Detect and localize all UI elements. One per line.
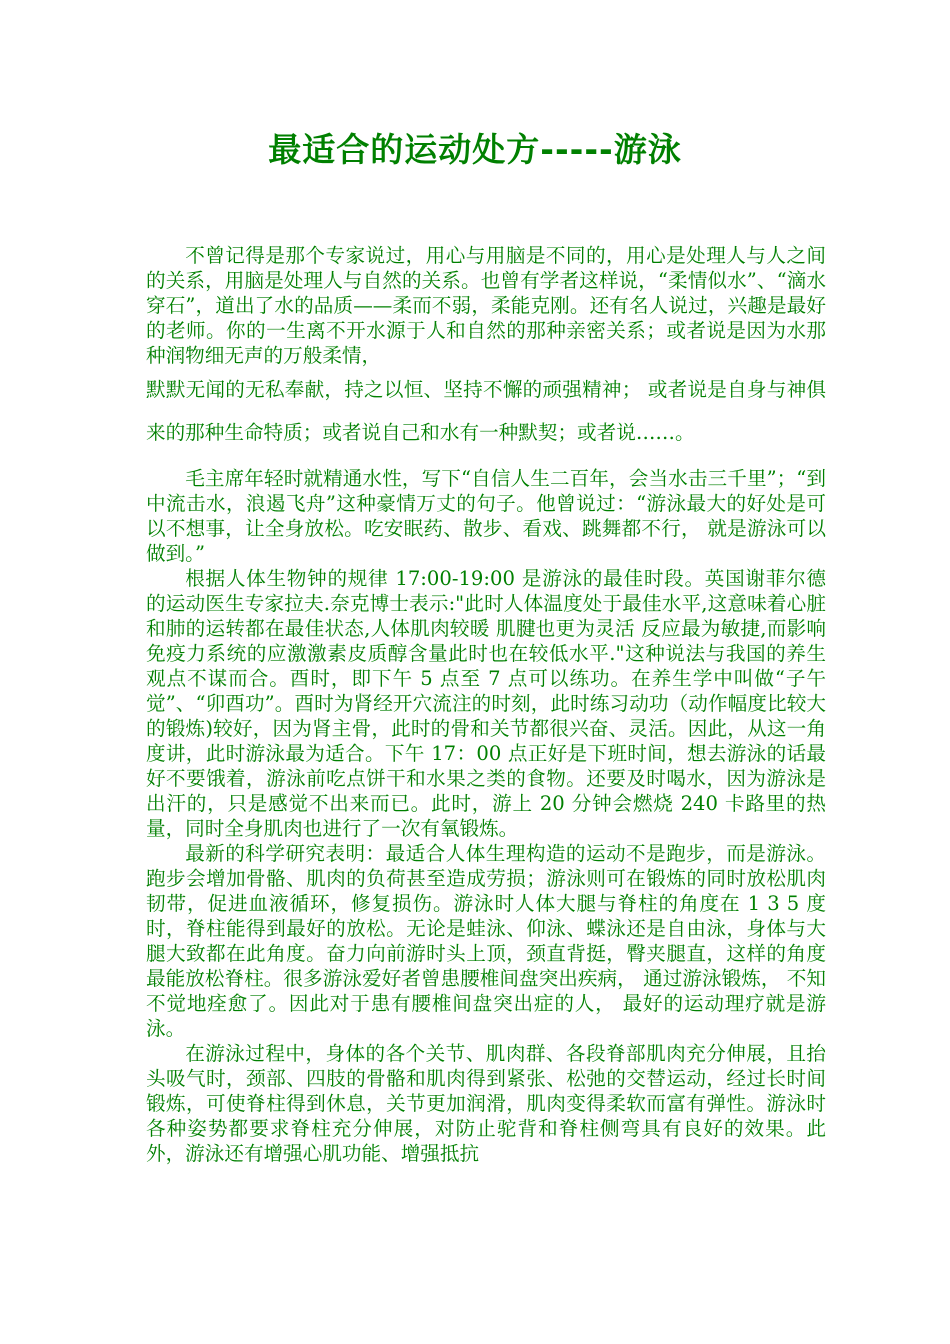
paragraph-1-continued: 默默无闻的无私奉献，持之以恒、坚持不懈的顽强精神； 或者说是自身与神俱来的那种生命特质；或者说自己和水有一种默契；或者说……。 — [146, 378, 826, 444]
paragraph-3: 根据人体生物钟的规律 17:00-19:00 是游泳的最佳时段。英国谢菲尔德的运动医生专家拉夫.奈克博士表示:"此时人体温度处于最佳水平,这意味着心脏和肺的运转都在最佳状态,人体肌肉较暖 肌腱也更为灵活 反应最为敏捷,而影响免疫力系统的应激激素皮质醇含量此时也在较低水平."这种说法与我国的养生观点不谋而合。酉时，即下午 5 点至 7 点可以练功。在养生学中叫做“子午觉”、“卯酉功”。酉时为肾经开穴流注的时刻，此时练习动功（动作幅度比较大的锻炼)较好，因为肾主骨，此时的骨和关节都很兴奋、灵活。因此，从这一角度讲，此时游泳最为适合。下午 17：00 点正好是下班时间，想去游泳的话最好不要饿着，游泳前吃点饼干和水果之类的食物。还要及时喝水，因为游泳是出汗的，只是感觉不出来而已。此时，游上 20 分钟会燃烧 240 卡路里的热量，同时全身肌肉也进行了一次有氧锻炼。 — [146, 567, 826, 840]
paragraph-4: 最新的科学研究表明：最适合人体生理构造的运动不是跑步，而是游泳。跑步会增加骨骼、肌肉的负荷甚至造成劳损；游泳则可在锻炼的同时放松肌肉韧带，促进血液循环，修复损伤。游泳时人体大腿与脊柱的角度在 1 3 5 度时，脊柱能得到最好的放松。无论是蛙泳、仰泳、蝶泳还是自由泳，身体与大腿大致都在此角度。奋力向前游时头上顶，颈直背挺，臀夹腿直，这样的角度最能放松脊柱。很多游泳爱好者曾患腰椎间盘突出疾病， 通过游泳锻炼， 不知不觉地痊愈了。因此对于患有腰椎间盘突出症的人， 最好的运动理疗就是游泳。 — [146, 842, 826, 1040]
paragraph-5: 在游泳过程中，身体的各个关节、肌肉群、各段脊部肌肉充分伸展，且抬头吸气时，颈部、四肢的骨骼和肌肉得到紧张、松弛的交替运动，经过长时间锻炼，可使脊柱得到休息，关节更加润滑，肌肉变得柔软而富有弹性。游泳时各种姿势都要求脊柱充分伸展，对防止驼背和脊柱侧弯具有良好的效果。此外，游泳还有增强心肌功能、增强抵抗 — [146, 1042, 826, 1165]
paragraph-2: 毛主席年轻时就精通水性，写下“自信人生二百年，会当水击三千里”；“到中流击水，浪遏飞舟”这种豪情万丈的句子。他曾说过：“游泳最大的好处是可以不想事，让全身放松。吃安眠药、散步、看戏、跳舞都不行， 就是游泳可以做到。” — [146, 467, 826, 565]
paragraph-1: 不曾记得是那个专家说过，用心与用脑是不同的，用心是处理人与人之间的关系，用脑是处理人与自然的关系。也曾有学者这样说，“柔情似水”、“滴水穿石”，道出了水的品质——柔而不弱，柔能克刚。还有名人说过，兴趣是最好的老师。你的一生离不开水源于人和自然的那种亲密关系；或者说是因为水那种润物细无声的万般柔情， — [146, 244, 826, 367]
document-title: 最适合的运动处方-----游泳 — [268, 130, 682, 169]
document-body — [146, 243, 826, 1166]
